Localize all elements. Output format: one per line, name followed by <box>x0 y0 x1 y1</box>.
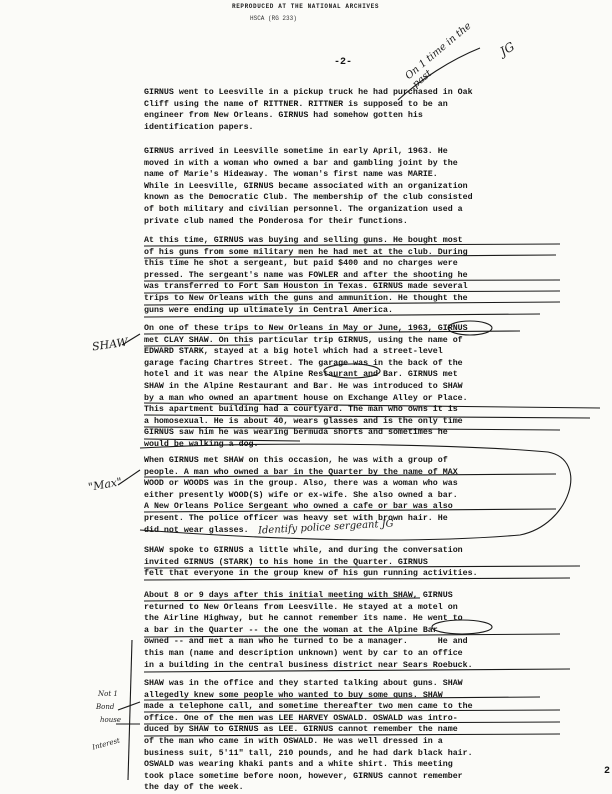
paragraph-5: When GIRNUS met SHAW on this occasion, he was with a group of people. A man who owned a bar in the Quarter by the name of MAX WOOD or WOODS was in the group. Also, there was a woman who was either presently WOOD(S) wife or ex-wife. She also owned a bar. A New Orleans Police Sergeant who owned a cafe or bar was also present. The police officer was heavy set with brown hair. He did not wear glasses. <box>144 456 458 535</box>
margin-note-left-3: house <box>100 716 121 724</box>
margin-note-left-4: Interest <box>91 736 121 752</box>
margin-note-shaw: SHAW <box>91 335 129 354</box>
margin-note-left-2: Bond <box>96 703 115 711</box>
paragraph-2: GIRNUS arrived in Leesville sometime in early April, 1963. He moved in with a woman who owned a bar and gambling joint by the name of Marie's Hideaway. The woman's first name was MARIE. While in Leesville, GIRNUS became associated with an organization known as the Democratic Club. The membership of the club consisted of both military and civilian personnel. The organization used a private club named the Ponderosa for their functions. <box>144 147 473 226</box>
paragraph-8: SHAW was in the office and they started talking about guns. SHAW allegedly knew some people who wanted to buy some guns. SHAW made a telephone call, and sometime thereafter two men came to the office. One of the men was LEE HARVEY OSWALD. OSWALD was intro- duced by SHAW to GIRNUS as LEE. GIRNUS cannot remember the name of the man who came in with OSWALD. He was well dressed in a business suit, 5'11" tall, 210 pounds, and he had dark black hair. OSWALD was wearing khaki pants and a white shirt. This meeting took place sometime before noon, however, GIRNUS cannot remember the day of the week. <box>144 679 473 793</box>
margin-line <box>118 702 140 710</box>
paragraph-6: SHAW spoke to GIRNUS a little while, and during the conversation invited GIRNUS (STARK) to his home in the Quarter. GIRNUS felt that everyone in the group knew of his gun running activities. <box>144 546 478 579</box>
record-line: HSCA (RG 233) <box>250 15 297 22</box>
corner-mark: 2 <box>604 766 611 777</box>
margin-note-top-right: On 1 time in the past <box>403 20 474 91</box>
archive-stamp: REPRODUCED AT THE NATIONAL ARCHIVES <box>232 3 380 10</box>
margin-note-left-1: Not 1 <box>98 690 118 698</box>
margin-note-identify: Identify police sergeant JG <box>257 518 394 537</box>
paragraph-7: About 8 or 9 days after this initial meeting with SHAW, GIRNUS returned to New Orleans from Leesville. He stayed at a motel on the Airline Highway, but he cannot remember its name. He went to a bar in the Quarter -- the one the woman at the Alpine Bar owned -- and met a man who he turned to be a manager. He and this man (name and description unknown) went by car to an office in a building in the central business district near Sears Roebuck. <box>144 591 473 670</box>
paragraph-3: At this time, GIRNUS was buying and selling guns. He bought most of his guns from some military men he had met at the club. During this time he shot a sergeant, but paid $400 and no charges were pressed. The sergeant's name was FOWLER and after the shooting he was transferred to Fort Sam Houston in Texas. GIRNUS made several trips to New Orleans with the guns and ammunition. He thought the guns were ending up ultimately in Central America. <box>144 236 468 315</box>
paragraph-4: On one of these trips to New Orleans in May or June, 1963, GIRNUS met CLAY SHAW. On this particular trip GIRNUS, using the name of EDWARD STARK, stayed at a big hotel which had a street-level garage facing Chartres Street. The garage was in the back of the hotel and it was near the Alpine Restaurant and Bar. GIRNUS met SHAW in the Alpine Restaurant and Bar. He was introduced to SHAW by a man who owned an apartment house on Exchange Alley or Place. This apartment building had a courtyard. The man who owns it is a homosexual. He is about 40, wears glasses and is the only time GIRNUS saw him he was wearing bermuda shorts and sometimes he would be walking a dog. <box>144 324 468 449</box>
initials-top: JG <box>497 39 517 59</box>
paragraph-1: GIRNUS went to Leesville in a pickup truck he had purchased in Oak Cliff using the name of RITTNER. RITTNER is supposed to be an engineer from New Orleans. GIRNUS had somehow gotten his identification papers. <box>144 88 473 132</box>
page-number: -2- <box>334 57 353 68</box>
margin-line <box>128 640 132 780</box>
margin-note-max: "Max" <box>87 475 124 494</box>
